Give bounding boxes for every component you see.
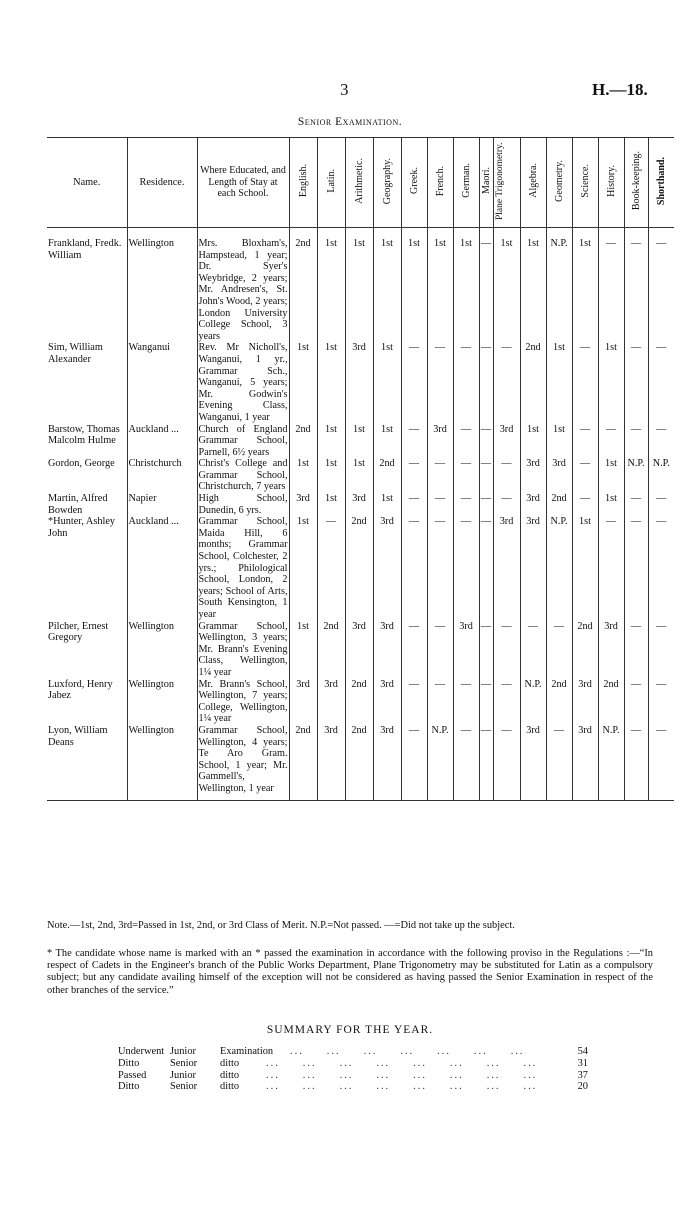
column-header-subject: French. <box>427 138 453 228</box>
candidate-name: *Hunter, Ashley John <box>48 516 116 539</box>
candidate-residence: Wellington <box>127 238 197 342</box>
candidate-residence: Wanganui <box>127 342 197 423</box>
grade-cell: — <box>479 516 493 620</box>
column-header-subject: Geometry. <box>546 138 572 228</box>
candidate-name: Lyon, William Deans <box>48 724 108 748</box>
grade-cell: — <box>317 516 345 620</box>
grade-cell: 3rd <box>317 725 345 795</box>
column-header-subject: Greek. <box>401 138 427 228</box>
grade-cell: — <box>572 458 598 493</box>
grade-cell: — <box>427 621 453 679</box>
column-header-subject: Latin. <box>317 138 345 228</box>
grade-cell: 2nd <box>345 725 373 795</box>
grade-cell: — <box>427 679 453 725</box>
candidate-residence: Wellington <box>127 621 197 679</box>
table-row <box>47 458 674 493</box>
grade-cell: 3rd <box>453 621 479 679</box>
section-title: Senior Examination. <box>297 116 403 128</box>
grade-cell: — <box>401 342 427 423</box>
candidate-name: Luxford, Henry Jabez <box>48 678 113 702</box>
candidate-residence: Auckland ... <box>127 424 197 459</box>
candidate-residence: Wellington <box>127 725 197 795</box>
grade-cell: 2nd <box>546 679 572 725</box>
grade-cell: — <box>427 516 453 620</box>
table-row <box>47 493 674 516</box>
grade-cell: — <box>493 493 520 516</box>
leader-dots: ... ... ... ... ... ... ... <box>290 1046 525 1057</box>
grade-cell: — <box>624 238 648 342</box>
summary-level: Junior <box>170 1046 196 1057</box>
grade-cell: — <box>648 342 674 423</box>
grade-cell: — <box>546 621 572 679</box>
grade-cell: — <box>401 516 427 620</box>
leader-dots: ... ... ... ... ... ... ... ... <box>266 1057 538 1069</box>
grade-cell: 1st <box>289 342 317 423</box>
grade-cell: — <box>493 725 520 795</box>
candidate-schooling: Grammar School, Wellington, 3 years; Mr. Brann's Evening Class, Wellington, 1¼ year <box>198 620 288 678</box>
grade-cell: — <box>401 458 427 493</box>
grade-cell: — <box>479 493 493 516</box>
grade-cell: — <box>648 424 674 459</box>
grade-cell: — <box>624 679 648 725</box>
grade-cell: 3rd <box>572 679 598 725</box>
grade-cell: — <box>493 679 520 725</box>
column-header-subject: Plane Trigonometry. <box>493 138 520 228</box>
summary-level: Senior <box>170 1081 198 1093</box>
grade-cell: — <box>624 493 648 516</box>
summary-kind: ditto <box>220 1069 240 1081</box>
column-header-subject: History. <box>598 138 624 228</box>
grade-cell: — <box>401 679 427 725</box>
grade-cell: — <box>401 621 427 679</box>
grade-cell: 3rd <box>520 516 546 620</box>
grade-cell: 1st <box>345 424 373 459</box>
report-reference: H.—18. <box>592 80 648 99</box>
grade-cell: 3rd <box>289 493 317 516</box>
grade-cell: — <box>648 516 674 620</box>
table-row <box>47 238 674 342</box>
summary-count: 31 <box>577 1057 588 1069</box>
candidate-schooling: Mr. Brann's School, Wellington, 7 years; College, Wellington, 1¼ year <box>198 678 288 725</box>
grade-cell: — <box>453 458 479 493</box>
leader-dots: ... ... ... ... ... ... ... ... <box>266 1081 538 1093</box>
table-row <box>47 621 674 679</box>
grade-cell: N.P. <box>520 679 546 725</box>
leader-dots: ... ... ... ... ... ... ... ... <box>266 1069 538 1081</box>
grade-cell: 1st <box>427 238 453 342</box>
proviso-paragraph: * The candidate whose name is marked with an * passed the examination in accordance with the following proviso in the Regulations :—“In respect of Cadets in the Engineer's branch of the Public Works Department, Plane Trigonometry may be substituted for Latin as a compulsory subject; but any candidate availing himself of the exception will not be considered as having passed the Senior Examination in respect of the other branches of the service.” <box>47 948 653 996</box>
column-header-subject: Book-keeping. <box>624 138 648 228</box>
grade-cell: 1st <box>317 342 345 423</box>
summary-count: 37 <box>577 1069 588 1081</box>
grade-cell: 2nd <box>345 679 373 725</box>
grade-cell: 1st <box>598 342 624 423</box>
grade-cell: 1st <box>572 238 598 342</box>
grade-cell: 1st <box>373 493 401 516</box>
grade-cell: 1st <box>317 493 345 516</box>
grade-cell: 3rd <box>520 458 546 493</box>
grading-note: Note.—1st, 2nd, 3rd=Passed in 1st, 2nd, or 3rd Class of Merit. N.P.=Not passed. —=Did not take up the subject. <box>47 920 515 931</box>
grade-cell: N.P. <box>648 458 674 493</box>
grade-cell: — <box>572 342 598 423</box>
summary-count: 54 <box>577 1046 588 1057</box>
candidate-name: Gordon, George <box>48 458 115 470</box>
candidate-schooling: Rev. Mr Nicholl's, Wanganui, 1 yr., Grammar Sch., Wanganui, 5 years; Mr. Godwin's Evening Class, Wanganui, 1 year <box>198 342 288 423</box>
grade-cell: 2nd <box>572 621 598 679</box>
grade-cell: 1st <box>520 238 546 342</box>
grade-cell: — <box>546 725 572 795</box>
grade-cell: — <box>624 725 648 795</box>
table-row <box>47 725 674 795</box>
column-header-subject: Shorthand. <box>648 138 674 228</box>
grade-cell: — <box>572 424 598 459</box>
candidate-schooling: Mrs. Bloxham's, Hampstead, 1 year; Dr. Syer's Weybridge, 2 years; Mr. Andresen's, St. John's Wood, 2 years; London University College School, 3 years <box>198 238 288 342</box>
grade-cell: 3rd <box>520 725 546 795</box>
grade-cell: 1st <box>317 238 345 342</box>
grade-cell: — <box>401 725 427 795</box>
candidate-residence: Wellington <box>127 679 197 725</box>
summary-status: Underwent <box>118 1046 165 1057</box>
summary-count: 20 <box>577 1081 588 1093</box>
grade-cell: 3rd <box>373 725 401 795</box>
grade-cell: 3rd <box>373 679 401 725</box>
grade-cell: 3rd <box>572 725 598 795</box>
grade-cell: — <box>624 342 648 423</box>
grade-cell: — <box>572 493 598 516</box>
grade-cell: N.P. <box>546 516 572 620</box>
grade-cell: 1st <box>289 621 317 679</box>
grade-cell: N.P. <box>624 458 648 493</box>
column-header-subject: Algebra. <box>520 138 546 228</box>
candidate-name: Martin, Alfred Bowden <box>48 493 108 516</box>
summary-row <box>118 1070 588 1082</box>
grade-cell: 3rd <box>345 342 373 423</box>
grade-cell: 3rd <box>598 621 624 679</box>
table-body <box>47 228 674 801</box>
summary-level: Junior <box>170 1069 196 1081</box>
summary-row <box>118 1081 588 1093</box>
grade-cell: — <box>648 238 674 342</box>
grade-cell: 3rd <box>373 516 401 620</box>
grade-cell: 2nd <box>289 725 317 795</box>
grade-cell: 1st <box>546 342 572 423</box>
column-header-subject: English. <box>289 138 317 228</box>
column-header-subject: Science. <box>572 138 598 228</box>
grade-cell: 1st <box>289 516 317 620</box>
summary-title: SUMMARY FOR THE YEAR. <box>266 1024 434 1036</box>
grade-cell: 1st <box>546 424 572 459</box>
grade-cell: 1st <box>317 458 345 493</box>
column-header-subject: German. <box>453 138 479 228</box>
grade-cell: 2nd <box>317 621 345 679</box>
grade-cell: 2nd <box>546 493 572 516</box>
grade-cell: 3rd <box>520 493 546 516</box>
grade-cell: — <box>453 516 479 620</box>
grade-cell: 2nd <box>598 679 624 725</box>
grade-cell: — <box>598 516 624 620</box>
summary-level: Senior <box>170 1057 198 1069</box>
grade-cell: 1st <box>373 424 401 459</box>
grade-cell: 2nd <box>345 516 373 620</box>
grade-cell: 3rd <box>493 516 520 620</box>
grade-cell: N.P. <box>598 725 624 795</box>
candidate-schooling: Grammar School, Maida Hill, 6 months; Grammar School, Colchester, 2 yrs.; Philological School, London, 2 years; School of Arts, South Kensington, 1 year <box>198 516 288 620</box>
candidate-residence: Christchurch <box>127 458 197 493</box>
grade-cell: 1st <box>289 458 317 493</box>
table-row <box>47 424 674 459</box>
candidate-name: Frankland, Fredk. William <box>48 238 122 261</box>
grade-cell: — <box>624 621 648 679</box>
grade-cell: — <box>427 493 453 516</box>
summary-status: Ditto <box>118 1057 140 1069</box>
grade-cell: — <box>453 424 479 459</box>
table-header-row <box>47 138 674 228</box>
table-row <box>47 679 674 725</box>
table-row <box>47 516 674 620</box>
summary-status: Ditto <box>118 1081 140 1093</box>
column-header-subject: Maori. <box>479 138 493 228</box>
grade-cell: 1st <box>373 238 401 342</box>
grade-cell: 3rd <box>345 621 373 679</box>
grade-cell: 3rd <box>289 679 317 725</box>
grade-cell: — <box>479 458 493 493</box>
grade-cell: 1st <box>345 238 373 342</box>
grade-cell: 3rd <box>317 679 345 725</box>
spacer-row <box>47 795 674 801</box>
grade-cell: — <box>479 424 493 459</box>
candidate-name: Barstow, Thomas Malcolm Hulme <box>48 423 120 447</box>
grade-cell: 1st <box>345 458 373 493</box>
grade-cell: 3rd <box>427 424 453 459</box>
candidate-schooling: Church of England Grammar School, Parnell, 6½ years <box>198 423 288 458</box>
summary-kind: ditto <box>220 1057 240 1069</box>
grade-cell: — <box>648 493 674 516</box>
table-row <box>47 342 674 423</box>
grade-cell: — <box>427 458 453 493</box>
grade-cell: — <box>624 516 648 620</box>
grade-cell: 3rd <box>345 493 373 516</box>
summary-kind: Examination <box>220 1046 274 1057</box>
grade-cell: — <box>493 342 520 423</box>
grade-cell: — <box>479 679 493 725</box>
grade-cell: — <box>648 621 674 679</box>
page-number: 3 <box>340 80 349 99</box>
grade-cell: 1st <box>572 516 598 620</box>
candidate-schooling: Christ's College and Grammar School, Christchurch, 7 years <box>198 458 288 493</box>
summary-status: Passed <box>118 1069 147 1081</box>
grade-cell: — <box>453 725 479 795</box>
grade-cell: 2nd <box>373 458 401 493</box>
grade-cell: 3rd <box>493 424 520 459</box>
candidate-schooling: High School, Dunedin, 6 yrs. <box>198 493 288 516</box>
grade-cell: 1st <box>520 424 546 459</box>
grade-cell: 1st <box>401 238 427 342</box>
grade-cell: 2nd <box>289 238 317 342</box>
grade-cell: — <box>453 493 479 516</box>
grade-cell: — <box>401 493 427 516</box>
grade-cell: — <box>648 725 674 795</box>
candidate-residence: Napier <box>127 493 197 516</box>
grade-cell: 1st <box>598 493 624 516</box>
grade-cell: — <box>598 424 624 459</box>
grade-cell: — <box>453 342 479 423</box>
candidate-name: Pilcher, Ernest Gregory <box>48 620 109 644</box>
grade-cell: — <box>479 725 493 795</box>
grade-cell: 1st <box>598 458 624 493</box>
grade-cell: — <box>401 424 427 459</box>
candidate-residence: Auckland ... <box>127 516 197 620</box>
grade-cell: — <box>427 342 453 423</box>
grade-cell: N.P. <box>427 725 453 795</box>
grade-cell: — <box>479 621 493 679</box>
grade-cell: 1st <box>373 342 401 423</box>
summary-row <box>118 1046 588 1058</box>
column-header-subject: Geography. <box>373 138 401 228</box>
column-header-school: Where Educated, and Length of Stay at each School. <box>197 138 289 228</box>
grade-cell: 3rd <box>546 458 572 493</box>
candidate-schooling: Grammar School, Wellington, 4 years; Te Aro Gram. School, 1 year; Mr. Gammell's, Wellington, 1 year <box>198 724 288 794</box>
grade-cell: — <box>453 679 479 725</box>
senior-examination-table <box>47 137 674 801</box>
column-header-name: Name. <box>47 138 127 228</box>
grade-cell: N.P. <box>546 238 572 342</box>
summary-kind: ditto <box>220 1081 240 1093</box>
grade-cell: — <box>598 238 624 342</box>
grade-cell: — <box>520 621 546 679</box>
grade-cell: 3rd <box>373 621 401 679</box>
spacer-row <box>47 228 674 239</box>
grade-cell: 2nd <box>520 342 546 423</box>
grade-cell: — <box>493 621 520 679</box>
grade-cell: 1st <box>453 238 479 342</box>
candidate-name: Sim, William Alexander <box>48 342 103 365</box>
grade-cell: — <box>624 424 648 459</box>
grade-cell: — <box>479 342 493 423</box>
summary-row <box>118 1058 588 1070</box>
grade-cell: 1st <box>493 238 520 342</box>
column-header-residence: Residence. <box>127 138 197 228</box>
grade-cell: — <box>493 458 520 493</box>
grade-cell: — <box>648 679 674 725</box>
grade-cell: 2nd <box>289 424 317 459</box>
summary-list <box>118 1046 588 1093</box>
grade-cell: 1st <box>317 424 345 459</box>
column-header-subject: Arithmetic. <box>345 138 373 228</box>
grade-cell: — <box>479 238 493 342</box>
